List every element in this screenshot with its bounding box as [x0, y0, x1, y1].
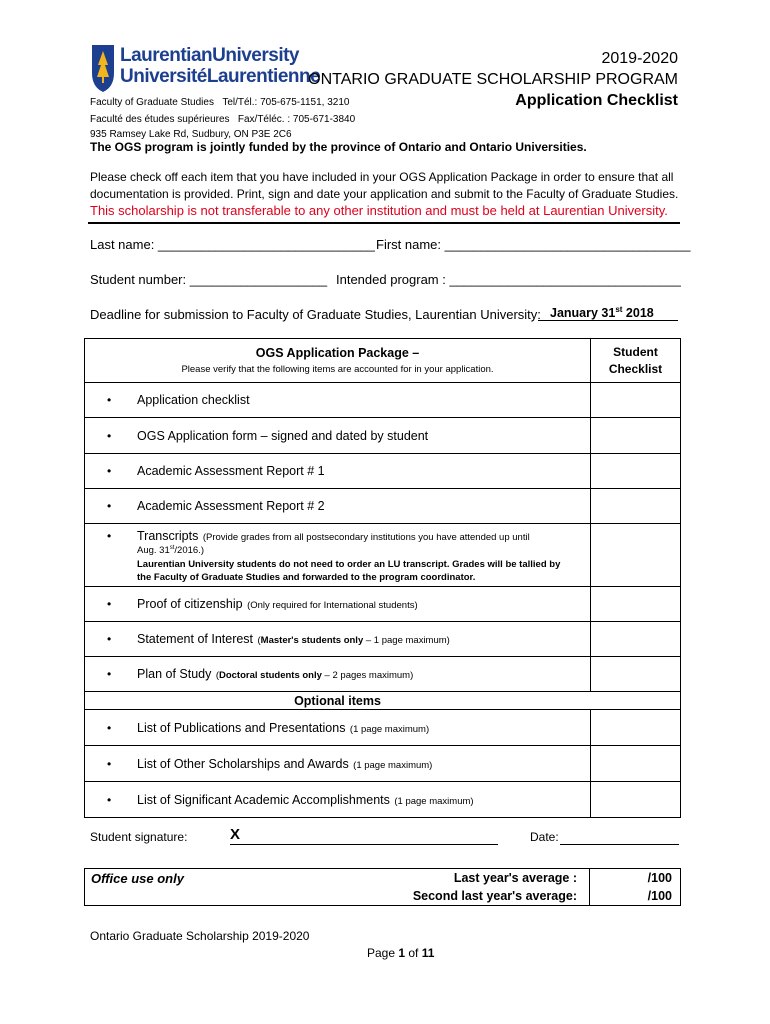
- checkbox-cell[interactable]: [591, 657, 681, 692]
- signature-x-mark: X: [230, 826, 241, 843]
- program-title: ONTARIO GRADUATE SCHOLARSHIP PROGRAM: [308, 71, 678, 88]
- item-note: (Only required for International students): [247, 600, 418, 611]
- office-divider: [589, 869, 590, 905]
- transcript-date-note: [107, 545, 590, 556]
- program-year: 2019-2020: [601, 50, 678, 67]
- item-label: List of Other Scholarships and Awards: [137, 756, 349, 771]
- student-header-line1: Student: [613, 344, 658, 359]
- item-note: [258, 635, 450, 646]
- bullet: •: [107, 720, 112, 735]
- transcript-date-suffix: st: [169, 545, 175, 552]
- header-divider: [88, 222, 680, 224]
- date-line[interactable]: [560, 826, 679, 845]
- instructions-line-2: documentation is provided. Print, sign and date your application and submit to the Faculty of Graduate Studies.: [90, 187, 679, 201]
- optional-row: [85, 746, 681, 782]
- student-header-line2: Checklist: [608, 361, 663, 376]
- item-label: Application checklist: [137, 393, 250, 407]
- document-title: Application Checklist: [515, 92, 678, 109]
- bullet: •: [107, 428, 112, 443]
- instructions-line-1: Please check off each item that you have included in your OGS Application Package in order to ensure that all: [90, 170, 674, 184]
- deadline-year: 2018: [622, 306, 654, 321]
- first-name-field[interactable]: First name: __________________________________: [376, 237, 691, 252]
- address: 935 Ramsey Lake Rd, Sudbury, ON P3E 2C6: [90, 129, 292, 140]
- checklist-row: [85, 383, 681, 418]
- checkbox-cell[interactable]: [591, 489, 681, 524]
- checklist-row-transcripts: [85, 524, 681, 587]
- signature-label: Student signature:: [90, 830, 188, 844]
- bullet: •: [107, 597, 112, 611]
- second-last-year-average-label: Second last year's average:: [412, 889, 577, 903]
- page-current: 1: [398, 946, 406, 960]
- logo-text-fr: UniversitéLaurentienne: [120, 66, 321, 87]
- bullet: •: [107, 756, 112, 771]
- logo-text-en: LaurentianUniversity: [120, 45, 299, 66]
- package-subtitle: Please verify that the following items are accounted for in your application.: [181, 364, 494, 375]
- transcript-date-end: /2016.): [174, 545, 204, 557]
- checklist-row: [85, 587, 681, 622]
- note-bold: Doctoral students only: [218, 670, 322, 681]
- item-label: List of Significant Academic Accomplishments: [137, 792, 390, 807]
- checklist-row: [85, 489, 681, 524]
- checkbox-cell[interactable]: [591, 418, 681, 454]
- faculty-name-fr: Faculté des études supérieures: [90, 114, 230, 125]
- item-note: (1 page maximum): [353, 759, 433, 771]
- page-number: [367, 946, 434, 960]
- optional-row: [85, 710, 681, 746]
- checkbox-cell[interactable]: [591, 454, 681, 489]
- optional-header-row: [85, 692, 681, 710]
- shield-logo-icon: [90, 43, 116, 93]
- checkbox-cell[interactable]: [591, 782, 681, 818]
- checkbox-cell[interactable]: [591, 383, 681, 418]
- intended-program-field[interactable]: Intended program : ________________________________: [336, 272, 681, 287]
- item-label: Academic Assessment Report # 2: [137, 499, 325, 513]
- checklist-row: [85, 657, 681, 692]
- package-title: OGS Application Package –: [255, 346, 420, 360]
- deadline-date: [538, 305, 678, 321]
- package-header-cell: [85, 339, 591, 383]
- note-rest: – 2 pages maximum): [321, 670, 414, 681]
- checkbox-cell[interactable]: [591, 710, 681, 746]
- item-note: (1 page maximum): [394, 795, 474, 807]
- last-year-average-value[interactable]: /100: [647, 871, 672, 885]
- note-rest: – 1 page maximum): [363, 635, 450, 646]
- optional-items-title: Optional items: [85, 692, 681, 710]
- page-label: Page: [367, 946, 399, 960]
- bullet: •: [107, 393, 112, 407]
- transcript-bold-note-1: Laurentian University students do not need to order an LU transcript. Grades will be tallied by: [137, 558, 561, 570]
- funding-statement: The OGS program is jointly funded by the province of Ontario and Ontario Universities.: [90, 140, 587, 154]
- deadline-day: January 31: [550, 306, 616, 321]
- bullet: •: [107, 792, 112, 807]
- checkbox-cell[interactable]: [591, 622, 681, 657]
- checkbox-cell[interactable]: [591, 524, 681, 587]
- item-note: [216, 670, 413, 681]
- second-last-year-average-value[interactable]: /100: [647, 889, 672, 903]
- bullet: •: [107, 667, 112, 681]
- student-checklist-header: [591, 339, 681, 383]
- checkbox-cell[interactable]: [591, 746, 681, 782]
- checklist-header-row: [85, 339, 681, 383]
- faculty-name-en: Faculty of Graduate Studies: [90, 97, 214, 108]
- checklist-row: [85, 622, 681, 657]
- checklist-row: [85, 454, 681, 489]
- date-label: Date:: [530, 830, 559, 844]
- item-label: List of Publications and Presentations: [137, 720, 346, 735]
- item-label: Proof of citizenship: [137, 597, 243, 611]
- signature-line[interactable]: [230, 826, 498, 845]
- item-label: OGS Application form – signed and dated by student: [137, 428, 429, 443]
- item-label: Statement of Interest: [137, 632, 254, 646]
- student-number-field[interactable]: Student number: ___________________: [90, 272, 328, 287]
- item-label: Academic Assessment Report # 1: [137, 464, 325, 478]
- university-logo: [90, 43, 321, 93]
- bullet: •: [107, 632, 112, 646]
- fax-number: Fax/Téléc. : 705-671-3840: [237, 114, 356, 125]
- phone-number: Tel/Tél.: 705-675-1151, 3210: [222, 97, 350, 108]
- office-use-box: [84, 868, 681, 906]
- note-open: (: [257, 635, 261, 646]
- item-note: (1 page maximum): [349, 723, 430, 735]
- bullet: •: [107, 529, 112, 544]
- note-bold: Master's students only: [260, 635, 364, 646]
- last-year-average-label: Last year's average :: [453, 871, 577, 885]
- last-name-field[interactable]: Last name: ______________________________: [90, 237, 375, 252]
- deadline-suffix: st: [615, 305, 623, 314]
- item-label: Plan of Study: [137, 667, 212, 681]
- bullet: •: [107, 464, 112, 478]
- deadline-label: Deadline for submission to Faculty of Graduate Studies, Laurentian University:: [90, 307, 541, 322]
- note-open: (: [215, 670, 219, 681]
- transfer-warning: This scholarship is not transferable to any other institution and must be held at Laurentian University.: [90, 203, 668, 218]
- page-total: 11: [421, 946, 435, 960]
- checkbox-cell[interactable]: [591, 587, 681, 622]
- transcript-bold-note-2: the Faculty of Graduate Studies and forwarded to the program coordinator.: [137, 571, 476, 583]
- checklist-table: [84, 338, 681, 818]
- item-label: Transcripts: [137, 529, 199, 544]
- office-use-label: Office use only: [91, 871, 184, 886]
- page-of: of: [405, 946, 422, 960]
- optional-row: [85, 782, 681, 818]
- bullet: •: [107, 499, 112, 513]
- footer-title: Ontario Graduate Scholarship 2019-2020: [90, 929, 310, 943]
- faculty-line-en: [90, 97, 349, 108]
- faculty-line-fr: [90, 114, 355, 125]
- transcript-date: Aug. 31: [137, 545, 170, 557]
- item-note: (Provide grades from all postsecondary institutions you have attended up until: [202, 532, 530, 544]
- checklist-row: [85, 418, 681, 454]
